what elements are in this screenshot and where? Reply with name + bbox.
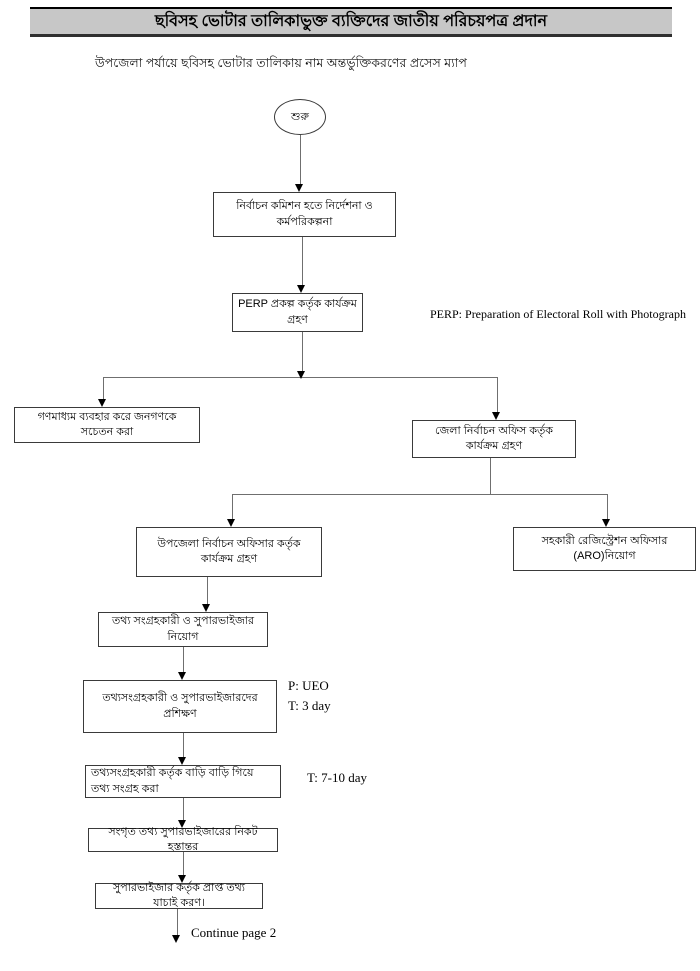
connector-line <box>302 332 303 374</box>
arrow-down-icon <box>178 757 186 765</box>
collect-time-note: T: 7-10 day <box>307 770 368 785</box>
connector-line <box>207 577 208 607</box>
perp-definition-note: PERP: Preparation of Electoral Roll with Photograph <box>430 307 686 321</box>
node-handover <box>88 825 278 853</box>
arrow-down-icon <box>492 412 500 420</box>
node-training <box>83 680 277 733</box>
connector-line <box>302 237 303 287</box>
node-ec-directive <box>213 192 396 237</box>
arrow-down-icon <box>602 519 610 527</box>
training-person-note: P: UEO <box>288 678 329 693</box>
node-perp <box>232 293 363 332</box>
page-title: ছবিসহ ভোটার তালিকাভুক্ত ব্যক্তিদের জাতীয় পরিচয়পত্র প্রদান <box>154 13 548 30</box>
arrow-down-icon <box>227 519 235 527</box>
arrow-down-icon <box>295 184 303 192</box>
connector-line <box>232 494 233 522</box>
node-label: সহকারী রেজিস্ট্রেশন অফিসার (ARO)নিয়োগ <box>541 534 668 562</box>
arrow-down-icon <box>98 399 106 407</box>
start-label: শুরু <box>291 110 309 123</box>
connector-line <box>177 909 178 937</box>
connector-line <box>607 494 608 522</box>
page-subtitle: উপজেলা পর্যায়ে ছবিসহ ভোটার তালিকায় নাম অন্তর্ভুক্তিকরণের প্রসেস ম্যাপ <box>95 56 467 70</box>
continue-page-note: Continue page 2 <box>191 925 277 940</box>
node-label: গণমাধ্যম ব্যবহার করে জনগণকে সচেতন করা <box>37 410 177 438</box>
connector-line <box>300 135 301 187</box>
node-label: তথ্যসংগ্রহকারী কর্তৃক বাড়ি বাড়ি গিয়ে তথ্য সংগ্রহ করা <box>91 767 254 795</box>
connector-line <box>497 377 498 415</box>
node-aro-appointment <box>513 527 696 571</box>
node-label: সংগৃত তথ্য সুপারভাইজারের নিকট হস্তান্তর <box>108 825 258 853</box>
node-label: নির্বাচন কমিশন হতে নির্দেশনা ও কর্মপরিকল্পনা <box>236 200 373 228</box>
node-label: উপজেলা নির্বাচন অফিসার কর্তৃক কার্যক্রম গ্রহণ <box>157 537 301 565</box>
title-bar <box>30 7 672 37</box>
arrow-down-icon <box>202 604 210 612</box>
node-label: তথ্য সংগ্রহকারী ও সুপারভাইজার নিয়োগ <box>111 615 255 643</box>
training-time-note: T: 3 day <box>288 698 331 713</box>
arrow-down-icon <box>172 935 180 943</box>
connector-line <box>232 494 608 495</box>
arrow-down-icon <box>178 672 186 680</box>
node-upazila-officer <box>136 527 322 577</box>
arrow-down-icon <box>297 285 305 293</box>
node-verification <box>95 883 263 909</box>
connector-line <box>183 647 184 675</box>
connector-line <box>183 733 184 760</box>
start-node <box>274 99 326 135</box>
node-label: জেলা নির্বাচন অফিস কর্তৃক কার্যক্রম গ্রহণ <box>434 424 553 452</box>
training-note <box>288 676 331 716</box>
node-door-to-door-collection <box>85 765 281 798</box>
node-district-office <box>412 420 576 458</box>
node-label: PERP প্রকল্প কর্তৃক কার্যক্রম গ্রহণ <box>238 298 357 326</box>
node-label: সুপারভাইজার কর্তৃক প্রাপ্ত তথ্য যাচাই করণ। <box>113 881 245 909</box>
arrow-down-icon <box>297 371 305 379</box>
connector-line <box>490 458 491 495</box>
node-media-awareness <box>14 407 200 443</box>
node-label: তথ্যসংগ্রহকারী ও সুপারভাইজারদের প্রশিক্ষণ <box>102 692 258 720</box>
node-recruit-supervisor <box>98 612 268 647</box>
